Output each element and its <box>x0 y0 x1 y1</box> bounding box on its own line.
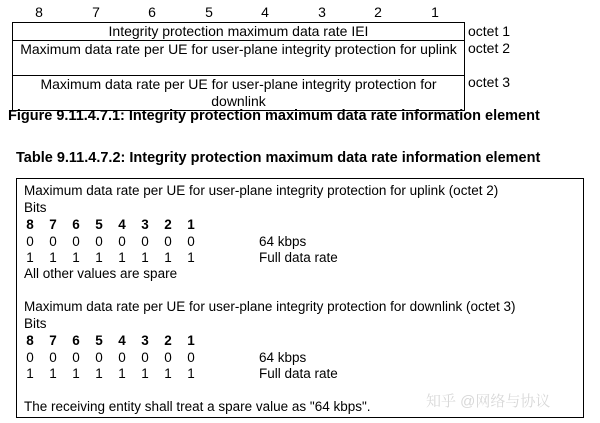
bit-number: 6 <box>148 4 156 20</box>
octet-label: octet 1 <box>468 23 511 39</box>
downlink-title: Maximum data rate per UE for user-plane integrity protection for downlink (octet 3) <box>24 299 516 314</box>
octet-label: octet 3 <box>468 74 511 90</box>
ie-row-uplink: Maximum data rate per UE for user-plane integrity protection for uplink <box>13 41 464 76</box>
bit-number: 3 <box>318 4 326 20</box>
bits-label: Bits <box>24 316 47 331</box>
final-note: The receiving entity shall treat a spare value as "64 kbps". <box>24 399 371 414</box>
bit-number: 8 <box>35 4 43 20</box>
bit-number: 1 <box>431 4 439 20</box>
bits-label: Bits <box>24 200 47 215</box>
uplink-title: Maximum data rate per UE for user-plane integrity protection for uplink (octet 2) <box>24 183 499 198</box>
table-row: 1 1 1 1 1 1 1 1 Full data rate <box>26 366 338 381</box>
bit-number-header <box>12 4 462 20</box>
figure-caption: Figure 9.11.4.7.1: Integrity protection maximum data rate information element <box>8 108 540 124</box>
ie-diagram <box>12 22 465 111</box>
table-row: 0 0 0 0 0 0 0 0 64 kbps <box>26 234 307 249</box>
bit-number: 7 <box>92 4 100 20</box>
table-row: 0 0 0 0 0 0 0 0 64 kbps <box>26 350 307 365</box>
ie-row-downlink: Maximum data rate per UE for user-plane integrity protection for downlink <box>40 76 437 109</box>
bit-header-row: 8 7 6 5 4 3 2 1 <box>26 217 195 232</box>
coding-table <box>16 178 584 418</box>
bit-header-row: 8 7 6 5 4 3 2 1 <box>26 333 195 348</box>
bit-number: 2 <box>374 4 382 20</box>
bit-number: 4 <box>261 4 269 20</box>
spare-note: All other values are spare <box>24 266 178 281</box>
table-row: 1 1 1 1 1 1 1 1 Full data rate <box>26 250 338 265</box>
bit-number: 5 <box>205 4 213 20</box>
octet-label: octet 2 <box>468 40 511 56</box>
table-caption: Table 9.11.4.7.2: Integrity protection maximum data rate information element <box>16 150 541 166</box>
watermark: 知乎 @网络与协议 <box>426 393 551 410</box>
ie-row-iei: Integrity protection maximum data rate IEI <box>13 23 464 41</box>
